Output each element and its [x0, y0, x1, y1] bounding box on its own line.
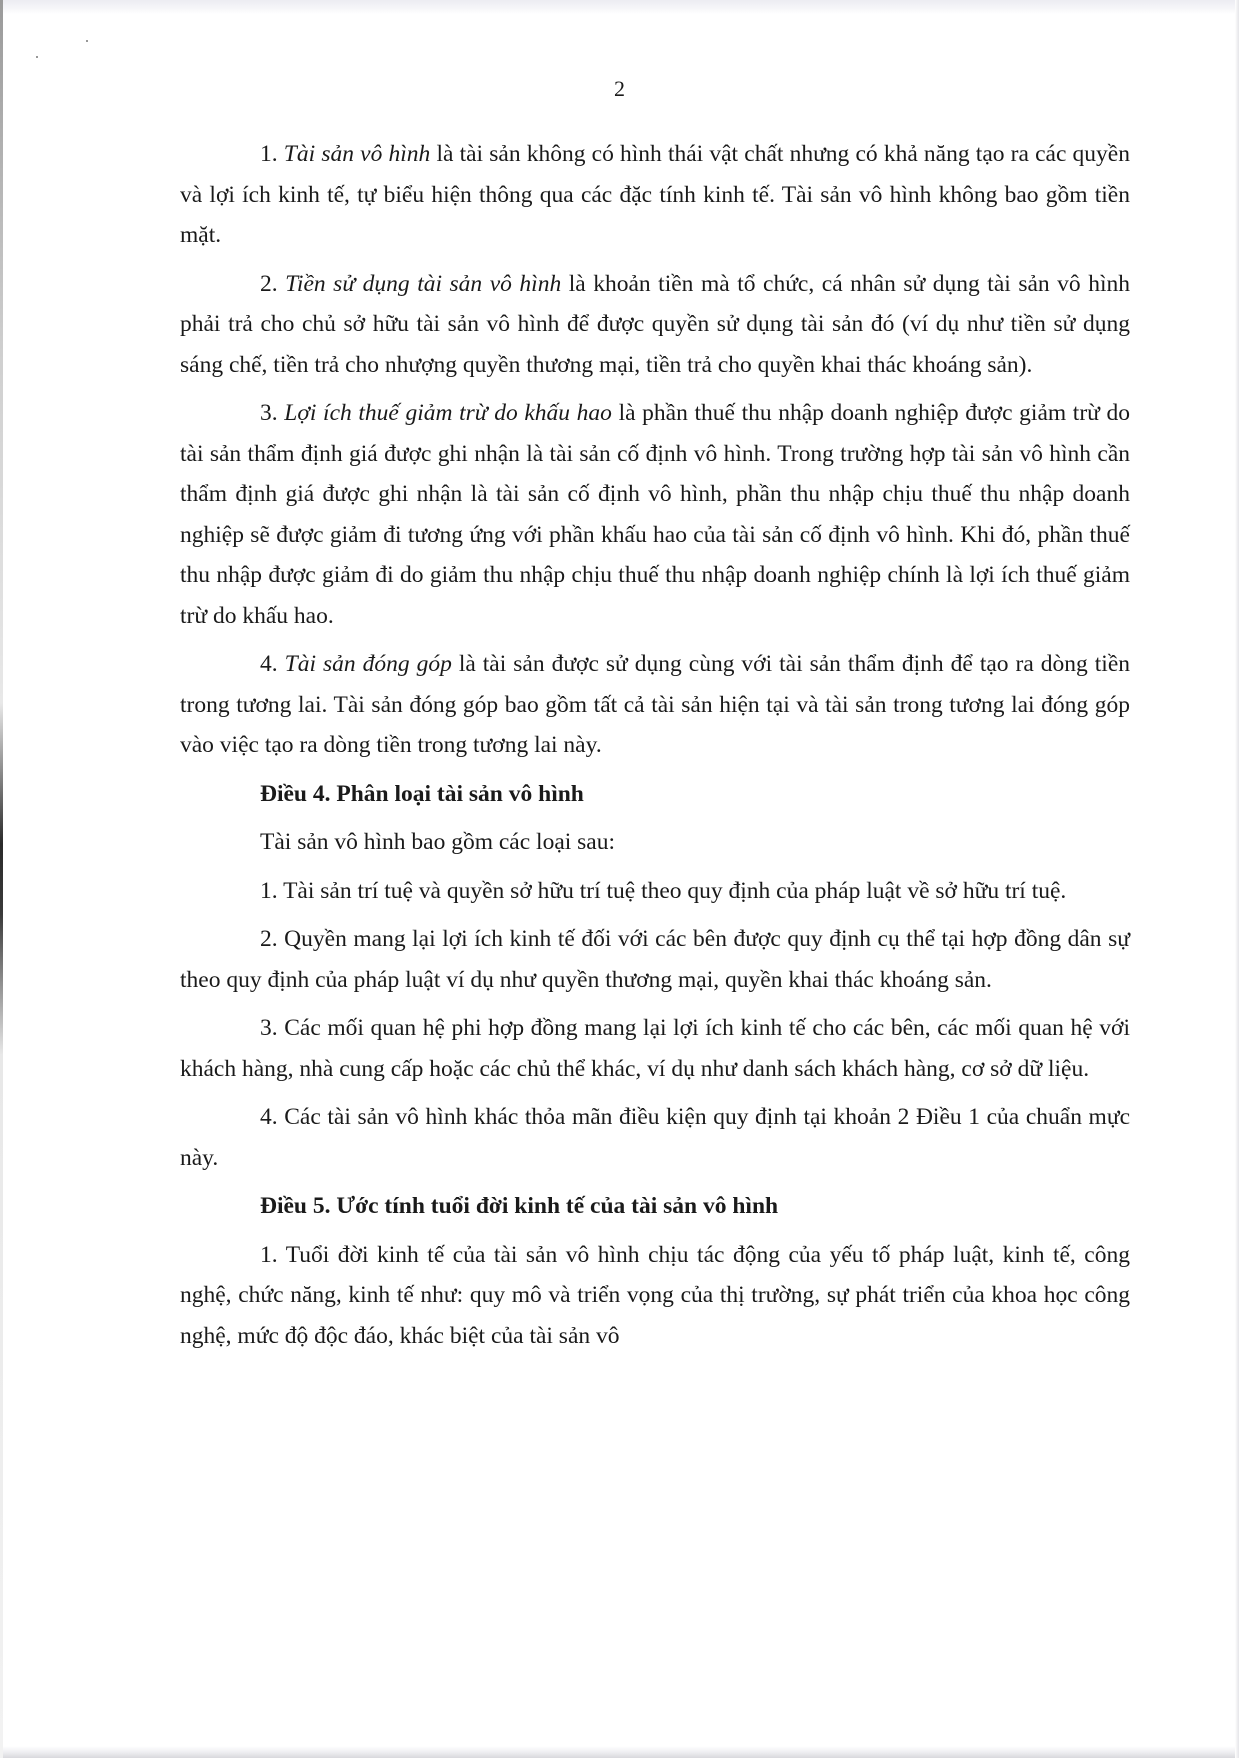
scan-shadow-bottom — [0, 1746, 1239, 1758]
definition-number: 1. — [260, 141, 278, 167]
page-number: 2 — [614, 76, 625, 101]
article-5-item: 1. Tuổi đời kinh tế của tài sản vô hình chịu tác động của yếu tố pháp luật, kinh tế, công nghệ, chức năng, kinh tế như: quy mô và triển vọng của thị trường, sự phát triển của khoa học công nghệ, mức độ độc đáo, khác biệt của tài sản vô — [180, 1241, 1130, 1349]
scan-speck — [86, 40, 88, 42]
definition-paragraph — [180, 644, 1130, 766]
document-body — [180, 134, 1130, 1364]
definition-paragraph — [180, 393, 1130, 636]
article-4-item: 3. Các mối quan hệ phi hợp đồng mang lại lợi ích kinh tế cho các bên, các mối quan hệ với khách hàng, nhà cung cấp hoặc các chủ thể khác, ví dụ như danh sách khách hàng, cơ sở dữ liệu. — [180, 1015, 1130, 1082]
definition-paragraph — [180, 264, 1130, 386]
definition-term: Tài sản đóng góp — [284, 651, 452, 677]
definition-paragraph — [180, 134, 1130, 256]
definition-number: 4. — [260, 651, 278, 677]
scan-speck — [36, 56, 38, 58]
scan-edge-left — [0, 0, 3, 1758]
definition-term: Tài sản vô hình — [283, 141, 431, 167]
definition-text: là phần thuế thu nhập doanh nghiệp được giảm trừ do tài sản thẩm định giá được ghi nhận là tài sản cố định vô hình. Trong trường hợp tài sản vô hình cần thẩm định giá được ghi nhận là tài sản cố định vô hình, phần thu nhập chịu thuế thu nhập doanh nghiệp sẽ được giảm đi tương ứng với phần khấu hao của tài sản cố định vô hình. Khi đó, phần thuế thu nhập được giảm đi do giảm thu nhập chịu thuế thu nhập doanh nghiệp chính là lợi ích thuế giảm trừ do khấu hao. — [180, 400, 1131, 629]
article-4-heading: Điều 4. Phân loại tài sản vô hình — [260, 780, 584, 807]
definition-text: là tài sản được sử dụng cùng với tài sản thẩm định để tạo ra dòng tiền trong tương lai. Tài sản đóng góp bao gồm tất cả tài sản hiện tại và tài sản trong tương lai đóng góp vào việc tạo ra dòng tiền trong tương lai này. — [180, 651, 1131, 758]
article-4-item: 2. Quyền mang lại lợi ích kinh tế đối với các bên được quy định cụ thể tại hợp đồng dân sự theo quy định của pháp luật ví dụ như quyền thương mại, quyền khai thác khoáng sản. — [180, 926, 1130, 993]
definition-text: là tài sản không có hình thái vật chất nhưng có khả năng tạo ra các quyền và lợi ích kinh tế, tự biểu hiện thông qua các đặc tính kinh tế. Tài sản vô hình không bao gồm tiền mặt. — [180, 141, 1130, 248]
article-5-heading: Điều 5. Ước tính tuổi đời kinh tế của tài sản vô hình — [260, 1193, 779, 1219]
definition-term: Lợi ích thuế giảm trừ do khấu hao — [284, 400, 612, 426]
definition-number: 3. — [260, 400, 278, 426]
article-4-item: 1. Tài sản trí tuệ và quyền sở hữu trí tuệ theo quy định của pháp luật về sở hữu trí tuệ. — [260, 877, 1067, 904]
scan-shadow-top — [0, 0, 1239, 14]
scan-edge-right — [1235, 0, 1239, 1758]
definition-text: là khoản tiền mà tổ chức, cá nhân sử dụng tài sản vô hình phải trả cho chủ sở hữu tài sản vô hình để được quyền sử dụng tài sản đó (ví dụ như tiền sử dụng sáng chế, tiền trả cho nhượng quyền thương mại, tiền trả cho quyền khai thác khoáng sản). — [180, 270, 1130, 378]
article-4-item: 4. Các tài sản vô hình khác thỏa mãn điều kiện quy định tại khoản 2 Điều 1 của chuẩn mực này. — [180, 1104, 1130, 1171]
definition-number: 2. — [260, 270, 278, 297]
definition-term: Tiền sử dụng tài sản vô hình — [285, 270, 562, 297]
article-4-intro: Tài sản vô hình bao gồm các loại sau: — [260, 829, 616, 855]
